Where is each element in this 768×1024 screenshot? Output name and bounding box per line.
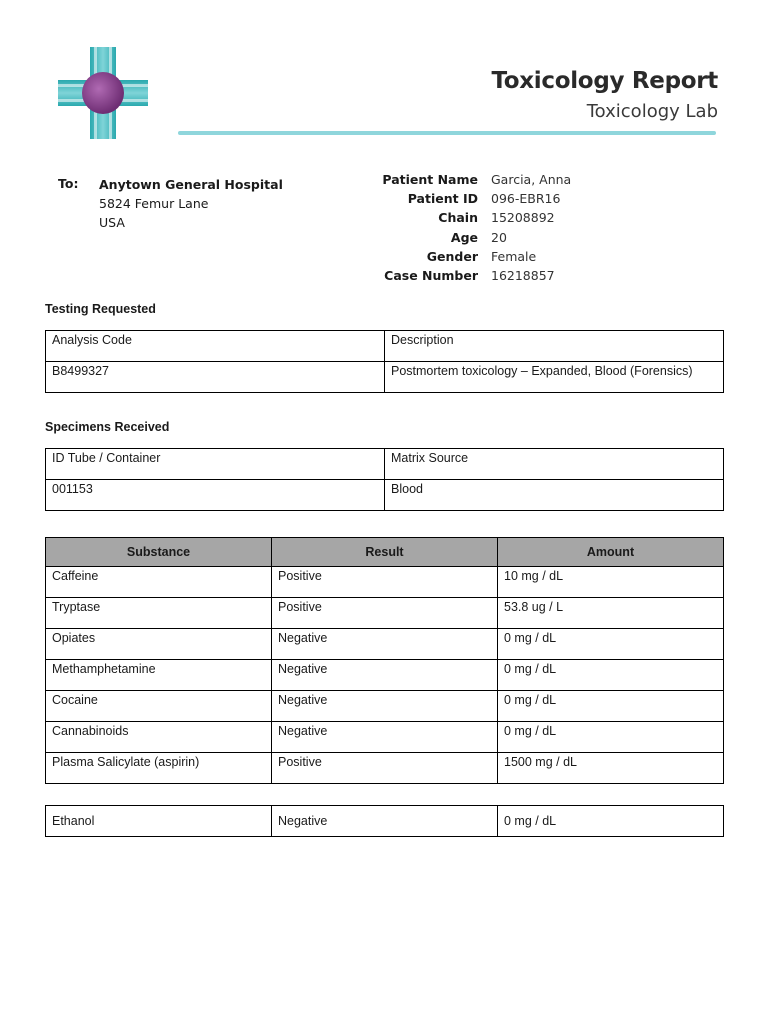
table-row — [46, 331, 724, 362]
result-cell: Negative — [272, 629, 498, 660]
table-header-cell: Analysis Code — [46, 331, 385, 362]
table-cell: 001153 — [46, 480, 385, 511]
results-table — [45, 537, 724, 784]
report-title: Toxicology Report — [491, 68, 718, 94]
amount-cell: 0 mg / dL — [498, 660, 724, 691]
substance-cell: Methamphetamine — [46, 660, 272, 691]
column-header-amount: Amount — [498, 538, 724, 567]
amount-cell: 0 mg / dL — [498, 806, 724, 837]
table-row — [46, 753, 724, 784]
result-cell: Positive — [272, 567, 498, 598]
testing-requested-heading: Testing Requested — [45, 302, 156, 316]
result-cell: Negative — [272, 660, 498, 691]
amount-cell: 0 mg / dL — [498, 722, 724, 753]
result-cell: Positive — [272, 753, 498, 784]
table-row — [46, 449, 724, 480]
field-value: 20 — [491, 229, 507, 245]
patient-name-row — [370, 170, 571, 189]
table-row — [46, 629, 724, 660]
table-header-cell: Description — [385, 331, 724, 362]
field-label: Gender — [426, 248, 478, 264]
substance-cell: Ethanol — [46, 806, 272, 837]
table-header-cell: Matrix Source — [385, 449, 724, 480]
table-row — [46, 722, 724, 753]
column-header-result: Result — [272, 538, 498, 567]
substance-cell: Tryptase — [46, 598, 272, 629]
specimens-received-heading: Specimens Received — [45, 420, 170, 434]
table-cell: B8499327 — [46, 362, 385, 393]
substance-cell: Cocaine — [46, 691, 272, 722]
field-value: 16218857 — [491, 268, 555, 284]
table-header-row — [46, 538, 724, 567]
substance-cell: Plasma Salicylate (aspirin) — [46, 753, 272, 784]
gender-row — [370, 247, 571, 266]
field-label: Patient ID — [407, 191, 478, 207]
table-row — [46, 598, 724, 629]
recipient-street: 5824 Femur Lane — [99, 196, 209, 211]
field-label: Age — [450, 229, 478, 245]
amount-cell: 10 mg / dL — [498, 567, 724, 598]
amount-cell: 1500 mg / dL — [498, 753, 724, 784]
substance-cell: Caffeine — [46, 567, 272, 598]
field-value: Female — [491, 248, 537, 264]
table-row — [46, 660, 724, 691]
result-cell: Negative — [272, 806, 498, 837]
field-label: Case Number — [384, 268, 478, 284]
age-row — [370, 228, 571, 247]
to-label: To: — [58, 176, 79, 191]
table-cell: Postmortem toxicology – Expanded, Blood (Forensics) — [385, 362, 724, 393]
table-row — [46, 567, 724, 598]
lab-logo — [57, 46, 149, 140]
amount-cell: 0 mg / dL — [498, 691, 724, 722]
result-cell: Negative — [272, 722, 498, 753]
recipient-address — [99, 175, 283, 232]
patient-info — [370, 170, 571, 285]
lab-name: Toxicology Lab — [586, 101, 718, 122]
column-header-substance: Substance — [46, 538, 272, 567]
substance-cell: Opiates — [46, 629, 272, 660]
table-row — [46, 806, 724, 837]
result-cell: Positive — [272, 598, 498, 629]
result-cell: Negative — [272, 691, 498, 722]
table-header-cell: ID Tube / Container — [46, 449, 385, 480]
field-value: Garcia, Anna — [491, 172, 572, 188]
recipient-country: USA — [99, 215, 125, 230]
table-row — [46, 691, 724, 722]
amount-cell: 53.8 ug / L — [498, 598, 724, 629]
case-number-row — [370, 266, 571, 285]
substance-cell: Cannabinoids — [46, 722, 272, 753]
table-cell: Blood — [385, 480, 724, 511]
chain-row — [370, 208, 571, 227]
patient-id-row — [370, 189, 571, 208]
testing-requested-table — [45, 330, 724, 393]
ethanol-table — [45, 805, 724, 837]
field-label: Chain — [438, 210, 478, 226]
specimens-table — [45, 448, 724, 511]
field-value: 096-EBR16 — [491, 191, 561, 207]
field-label: Patient Name — [382, 172, 478, 188]
field-value: 15208892 — [491, 210, 555, 226]
table-row — [46, 362, 724, 393]
recipient-name: Anytown General Hospital — [99, 177, 283, 192]
amount-cell: 0 mg / dL — [498, 629, 724, 660]
header-divider — [178, 131, 716, 135]
table-row — [46, 480, 724, 511]
